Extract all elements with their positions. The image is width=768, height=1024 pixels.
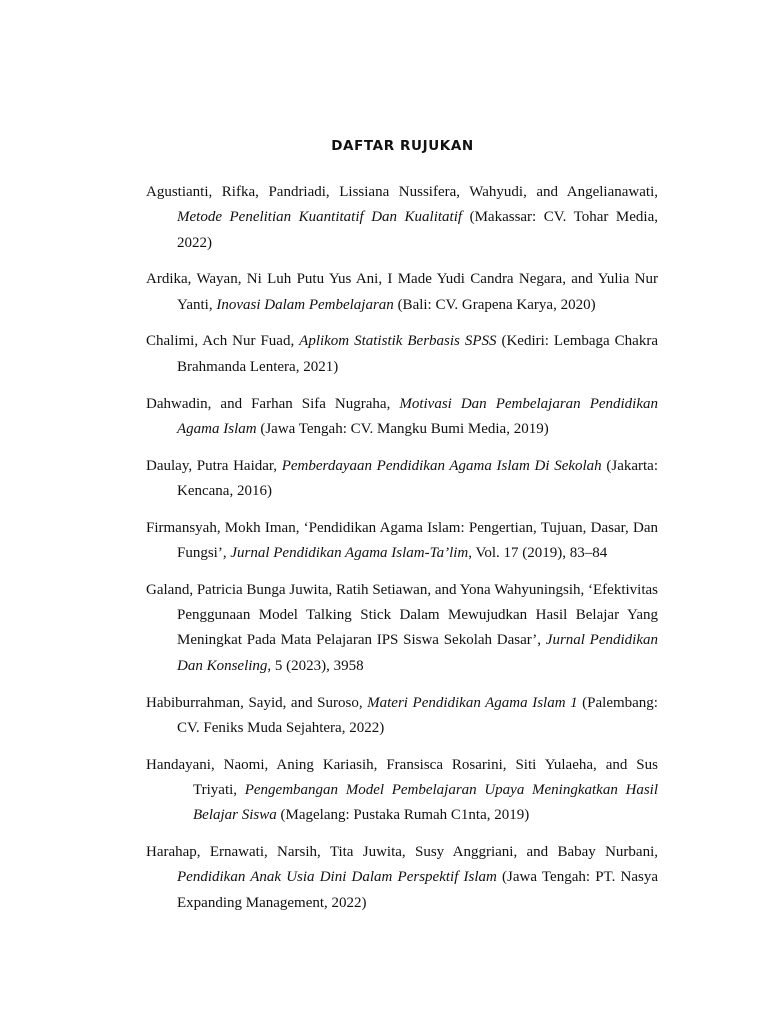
reference-publication: (Jakarta: Kencana, 2016) [177, 457, 658, 499]
reference-title: Inovasi Dalam Pembelajaran [216, 296, 394, 313]
reference-title: Motivasi Dan Pembelajaran Pendidikan Agama Islam [177, 395, 659, 437]
reference-authors: Dahwadin, and Farhan Sifa Nugraha, [146, 395, 400, 412]
reference-publication: (Jawa Tengah: PT. Nasya Expanding Management, 2022) [177, 869, 658, 911]
reference-title: Pemberdayaan Pendidikan Agama Islam Di Sekolah [281, 457, 602, 474]
reference-title: Aplikom Statistik Berbasis SPSS [299, 333, 497, 350]
reference-entry [146, 516, 658, 567]
reference-entry [146, 267, 658, 318]
reference-authors: Firmansyah, Mokh Iman, ‘Pendidikan Agama Islam: Pengertian, Tujuan, Dasar, Dan Fungsi’, [146, 519, 658, 562]
reference-authors: Habiburrahman, Sayid, and Suroso, [146, 694, 368, 711]
reference-title: Pengembangan Model Pembelajaran Upaya Meningkatkan Hasil Belajar Siswa [193, 781, 658, 824]
reference-entry [146, 329, 658, 380]
reference-entry [146, 840, 658, 916]
reference-publication: (Jawa Tengah: CV. Mangku Bumi Media, 2019) [256, 420, 549, 437]
reference-authors: Galand, Patricia Bunga Juwita, Ratih Setiawan, and Yona Wahyuningsih, ‘Efektivitas Penggunaan Model Talking Stick Dalam Mewujudkan Hasil Belajar Yang Meningkat Pada Mata Pelajaran IPS Siswa Sekolah Dasar’, [146, 581, 658, 649]
reference-entry [146, 454, 658, 505]
reference-entry [146, 392, 658, 443]
reference-title: Metode Penelitian Kuantitatif Dan Kualitatif [177, 209, 463, 226]
reference-entry [146, 691, 658, 742]
reference-entry [146, 578, 658, 679]
reference-title: Materi Pendidikan Agama Islam 1 [367, 694, 578, 711]
reference-publication: (Magelang: Pustaka Rumah C1nta, 2019) [276, 807, 530, 824]
reference-authors: Ardika, Wayan, Ni Luh Putu Yus Ani, I Made Yudi Candra Negara, and Yulia Nur Yanti, [146, 271, 658, 313]
reference-authors: Harahap, Ernawati, Narsih, Tita Juwita, Susy Anggriani, and Babay Nurbani, [146, 844, 658, 861]
reference-publication: (Kediri: Lembaga Chakra Brahmanda Lentera, 2021) [177, 333, 658, 375]
reference-publication: (Palembang: CV. Feniks Muda Sejahtera, 2022) [177, 694, 658, 736]
page-title: DAFTAR RUJUKAN [331, 138, 474, 154]
reference-authors: Agustianti, Rifka, Pandriadi, Lissiana Nussifera, Wahyudi, and Angelianawati, [146, 184, 658, 200]
reference-list [146, 180, 658, 927]
reference-title: Pendidikan Anak Usia Dini Dalam Perspektif Islam [177, 869, 497, 886]
reference-publication: (Bali: CV. Grapena Karya, 2020) [393, 296, 596, 313]
reference-title: Jurnal Pendidikan Dan Konseling [177, 632, 658, 674]
reference-entry [146, 180, 658, 256]
reference-title: Jurnal Pendidikan Agama Islam-Ta’lim [230, 545, 469, 562]
reference-publication: (Makassar: CV. Tohar Media, 2022) [177, 209, 658, 251]
reference-authors: Daulay, Putra Haidar, [146, 457, 282, 474]
reference-publication: , 5 (2023), 3958 [267, 657, 364, 674]
reference-entry [146, 753, 658, 829]
reference-authors: Handayani, Naomi, Aning Kariasih, Fransisca Rosarini, Siti Yulaeha, and Sus Triyati, [146, 756, 658, 798]
reference-publication: , Vol. 17 (2019), 83–84 [468, 545, 608, 562]
reference-authors: Chalimi, Ach Nur Fuad, [146, 333, 300, 350]
